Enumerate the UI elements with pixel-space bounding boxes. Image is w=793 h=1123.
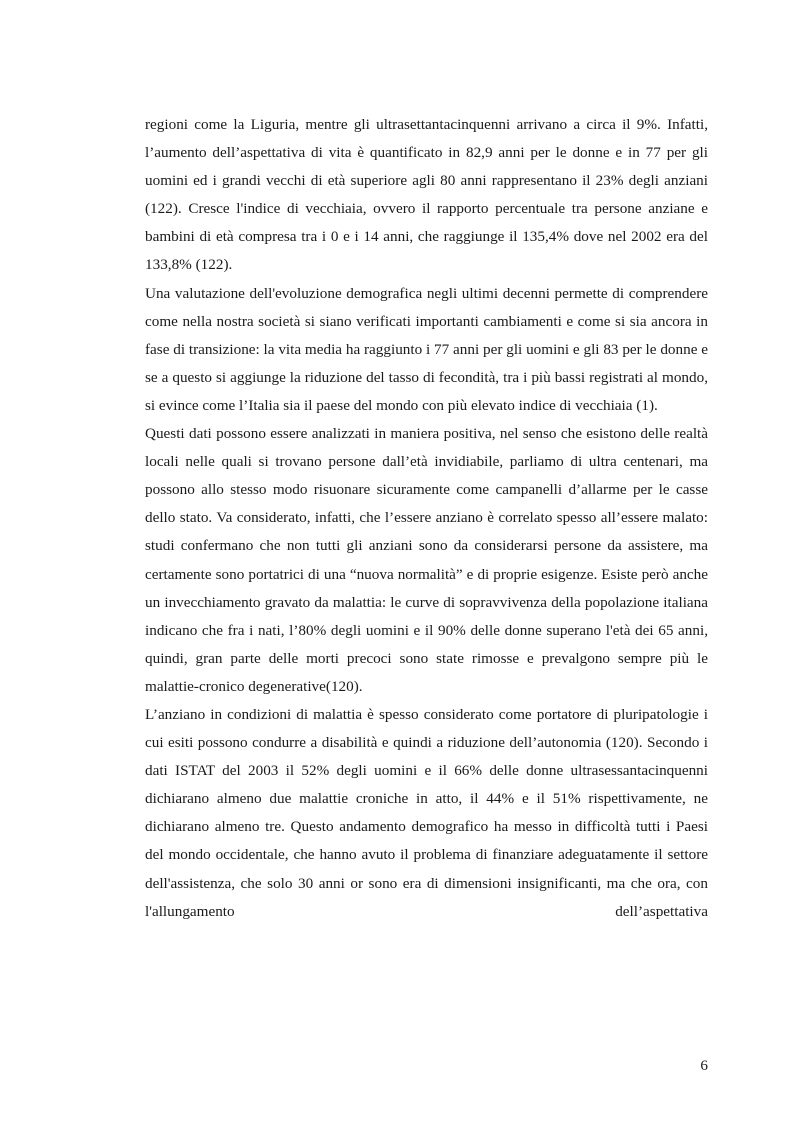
paragraph-4: L’anziano in condizioni di malattia è spesso considerato come portatore di pluripatologie i cui esiti possono condurre a disabilità e quindi a riduzione dell’autonomia (120). Secondo i dati ISTAT del 2003 il 52% degli uomini e il 66% delle donne ultrasessantacinquenni dichiarano almeno due malattie croniche in atto, il 44% e il 51% rispettivamente, ne dichiarano almeno tre. Questo andamento demografico ha messo in difficoltà tutti i Paesi del mondo occidentale, che hanno avuto il problema di finanziare adeguatamente il settore dell'assistenza, che solo 30 anni or sono era di dimensioni insignificanti, ma che ora, con l'allungamento dell’aspettativa: [145, 705, 708, 920]
paragraph-3: Questi dati possono essere analizzati in maniera positiva, nel senso che esistono delle realtà locali nelle quali si trovano persone dall’età invidiabile, parliamo di ultra centenari, ma possono allo stesso modo risuonare sicuramente come campanelli d’allarme per le casse dello stato. Va considerato, infatti, che l’essere anziano è correlato spesso all’essere malato: studi confermano che non tutti gli anziani sono da considerarsi persone da assistere, ma certamente sono portatrici di una “nuova normalità” e di proprie esigenze. Esiste però anche un invecchiamento gravato da malattia: le curve di sopravvivenza della popolazione italiana indicano che fra i nati, l’80% degli uomini e il 90% delle donne superano l'età dei 65 anni, quindi, gran parte delle morti precoci sono state rimosse e prevalgono sempre più le malattie-cronico degenerative(120).: [145, 425, 708, 695]
text-body: [145, 111, 708, 926]
page-number: 6: [700, 1057, 708, 1074]
paragraph-2: Una valutazione dell'evoluzione demografica negli ultimi decenni permette di comprendere come nella nostra società si siano verificati importanti cambiamenti e come si sia ancora in fase di transizione: la vita media ha raggiunto i 77 anni per gli uomini e gli 83 per le donne e se a questo si aggiunge la riduzione del tasso di fecondità, tra i più bassi registrati al mondo, si evince come l’Italia sia il paese del mondo con più elevato indice di vecchiaia (1).: [145, 284, 708, 414]
paragraph-1: regioni come la Liguria, mentre gli ultrasettantacinquenni arrivano a circa il 9%. Infatti, l’aumento dell’aspettativa di vita è quantificato in 82,9 anni per le donne e in 77 per gli uomini ed i grandi vecchi di età superiore agli 80 anni rappresentano il 23% degli anziani (122). Cresce l'indice di vecchiaia, ovvero il rapporto percentuale tra persone anziane e bambini di età compresa tra i 0 e i 14 anni, che raggiunge il 135,4% dove nel 2002 era del 133,8% (122).: [145, 116, 708, 274]
